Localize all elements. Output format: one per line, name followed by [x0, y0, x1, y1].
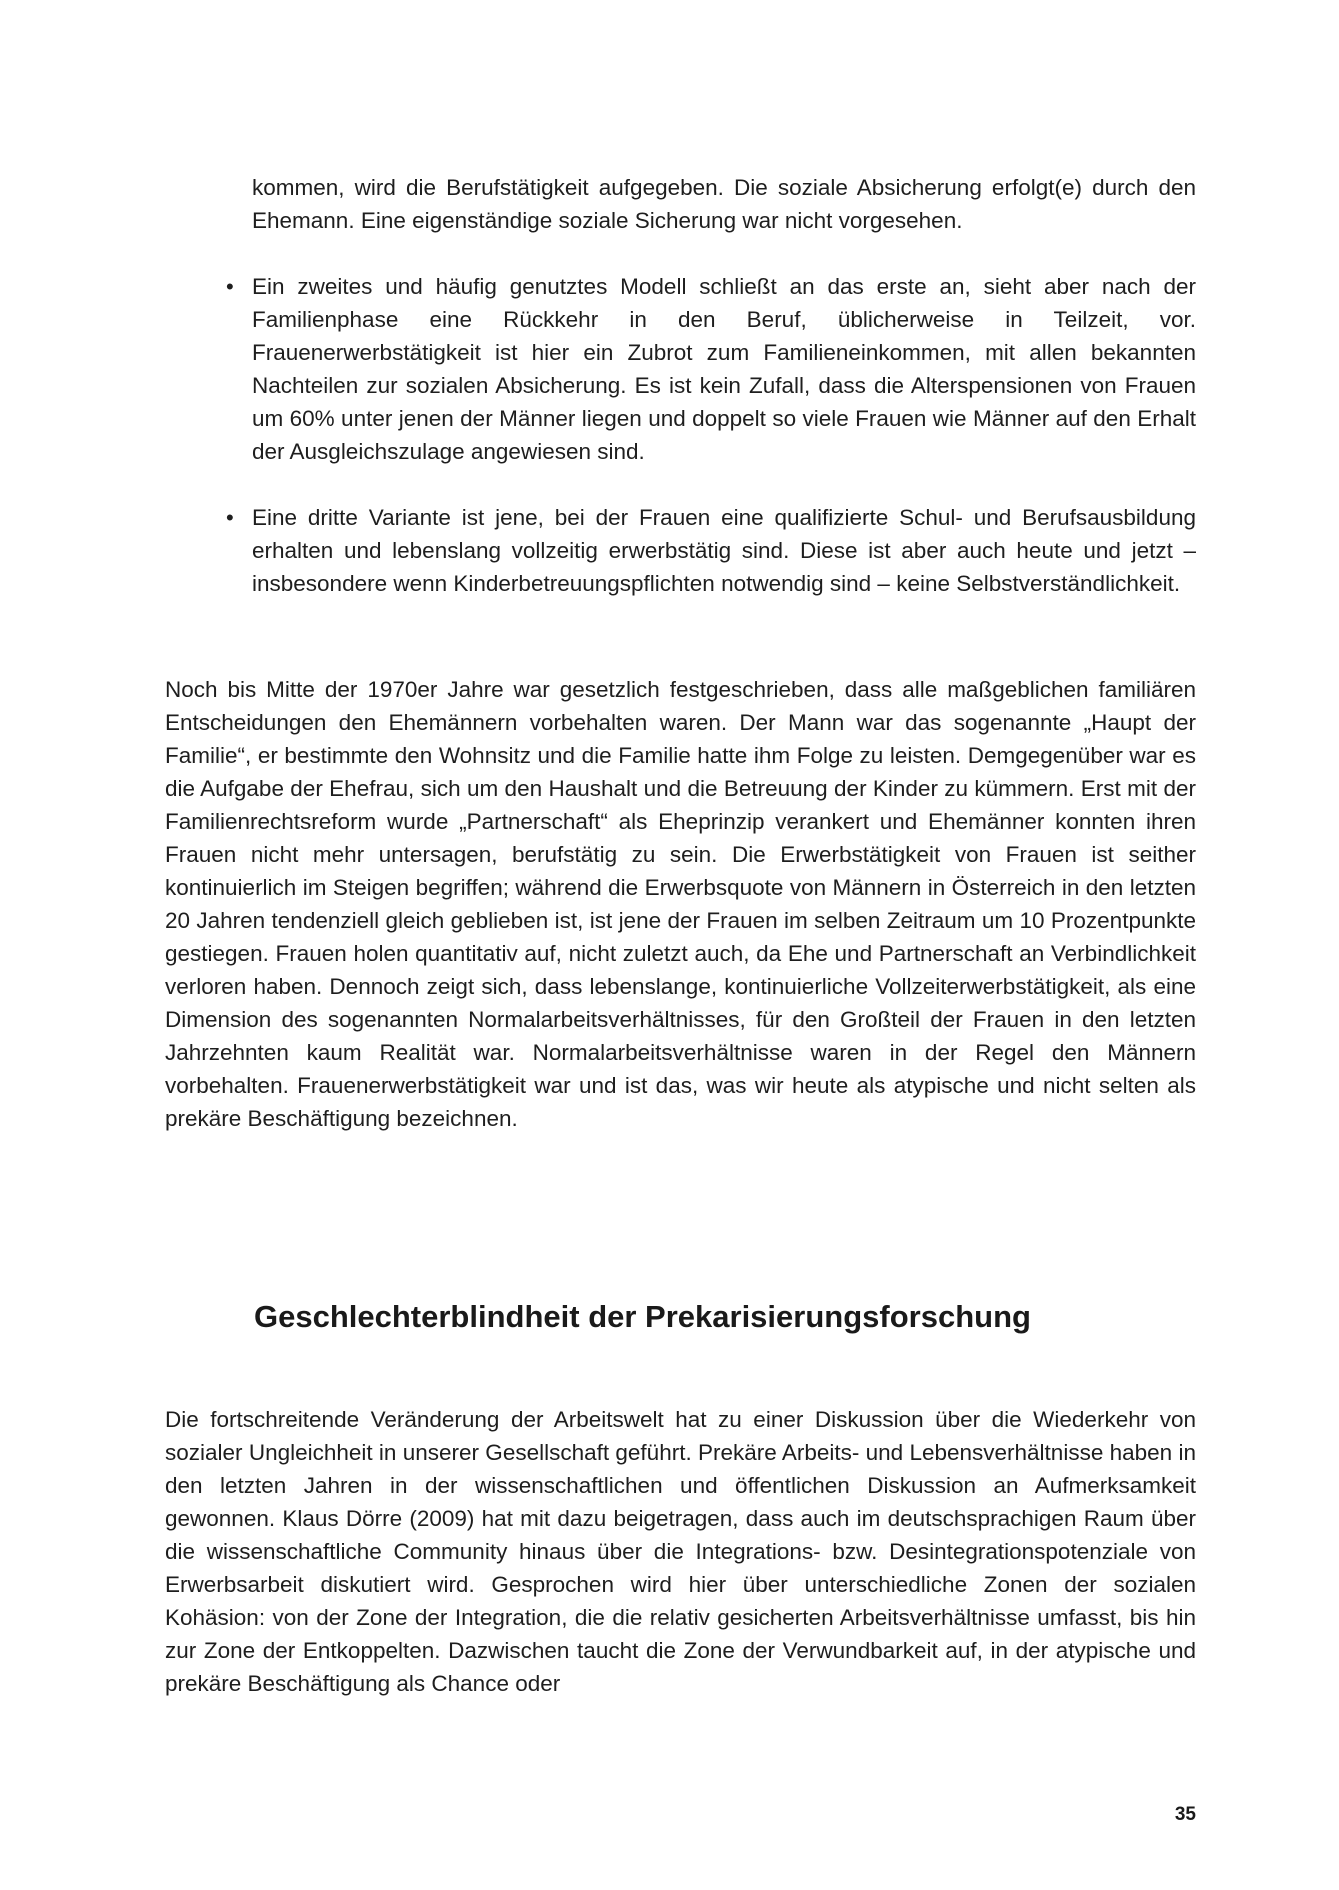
page-number: 35: [1174, 1804, 1196, 1825]
bullet-list: [224, 270, 1196, 633]
continuation-text: kommen, wird die Berufstätigkeit aufgegeben. Die soziale Absicherung erfolgt(e) durch den Ehemann. Eine eigenständige soziale Sicherung war nicht vorgesehen.: [252, 175, 1196, 233]
body-paragraph: Noch bis Mitte der 1970er Jahre war gesetzlich festgeschrieben, dass alle maßgeblichen familiären Entscheidungen den Ehemännern vorbehalten waren. Der Mann war das sogenannte „Haupt der Familie“, er bestimmte den Wohnsitz und die Familie hatte ihm Folge zu leisten. Demgegenüber war es die Aufgabe der Ehefrau, sich um den Haushalt und die Betreuung der Kinder zu kümmern. Erst mit der Familienrechtsreform wurde „Partnerschaft“ als Eheprinzip verankert und Ehemänner konnten ihren Frauen nicht mehr untersagen, berufstätig zu sein. Die Erwerbstätigkeit von Frauen ist seither kontinuierlich im Steigen begriffen; während die Erwerbsquote von Männern in Österreich in den letzten 20 Jahren tendenziell gleich geblieben ist, ist jene der Frauen im selben Zeitraum um 10 Prozentpunkte gestiegen. Frauen holen quantitativ auf, nicht zuletzt auch, da Ehe und Partnerschaft an Verbindlichkeit verloren haben. Dennoch zeigt sich, dass lebenslange, kontinuierliche Vollzeiterwerbstätigkeit, als eine Dimension des sogenannten Normalarbeitsverhältnisses, für den Großteil der Frauen in den letzten Jahrzehnten kaum Realität war. Normalarbeitsverhältnisse waren in der Regel den Männern vorbehalten. Frauenerwerbstätigkeit war und ist das, was wir heute als atypische und nicht selten als prekäre Beschäftigung bezeichnen.: [165, 677, 1196, 1131]
bullet-text: Ein zweites und häufig genutztes Modell schließt an das erste an, sieht aber nach der Familienphase eine Rückkehr in den Beruf, üblicherweise in Teilzeit, vor. Frauenerwerbstätigkeit ist hier ein Zubrot zum Familieneinkommen, mit allen bekannten Nachteilen zur sozialen Absicherung. Es ist kein Zufall, dass die Alterspensionen von Frauen um 60% unter jenen der Männer liegen und doppelt so viele Frauen wie Männer auf den Erhalt der Ausgleichszulage angewiesen sind.: [252, 274, 1196, 464]
body-paragraph: Die fortschreitende Veränderung der Arbeitswelt hat zu einer Diskussion über die Wiederkehr von sozialer Ungleichheit in unserer Gesellschaft geführt. Prekäre Arbeits- und Lebensverhältnisse haben in den letzten Jahren in der wissenschaftlichen und öffentlichen Diskussion an Aufmerksamkeit gewonnen. Klaus Dörre (2009) hat mit dazu beigetragen, dass auch im deutschsprachigen Raum über die wissenschaftliche Community hinaus über die Integrations- bzw. Desintegrationspotenziale von Erwerbsarbeit diskutiert wird. Gesprochen wird hier über unterschiedliche Zonen der sozialen Kohäsion: von der Zone der Integration, die die relativ gesicherten Arbeitsverhältnisse umfasst, bis hin zur Zone der Entkoppelten. Dazwischen taucht die Zone der Verwundbarkeit auf, in der atypische und prekäre Beschäftigung als Chance oder: [165, 1407, 1196, 1696]
bullet-item: [224, 270, 1196, 468]
section-heading: Geschlechterblindheit der Prekarisierungsforschung: [254, 1299, 1031, 1334]
bullet-text: Eine dritte Variante ist jene, bei der Frauen eine qualifizierte Schul- und Berufsausbildung erhalten und lebenslang vollzeitig erwerbstätig sind. Diese ist aber auch heute und jetzt – insbesondere wenn Kinderbetreuungspflichten notwendig sind – keine Selbstverständlichkeit.: [252, 505, 1196, 596]
bullet-item: [224, 501, 1196, 600]
bullet-icon: •: [226, 274, 234, 299]
bullet-icon: •: [226, 505, 234, 530]
